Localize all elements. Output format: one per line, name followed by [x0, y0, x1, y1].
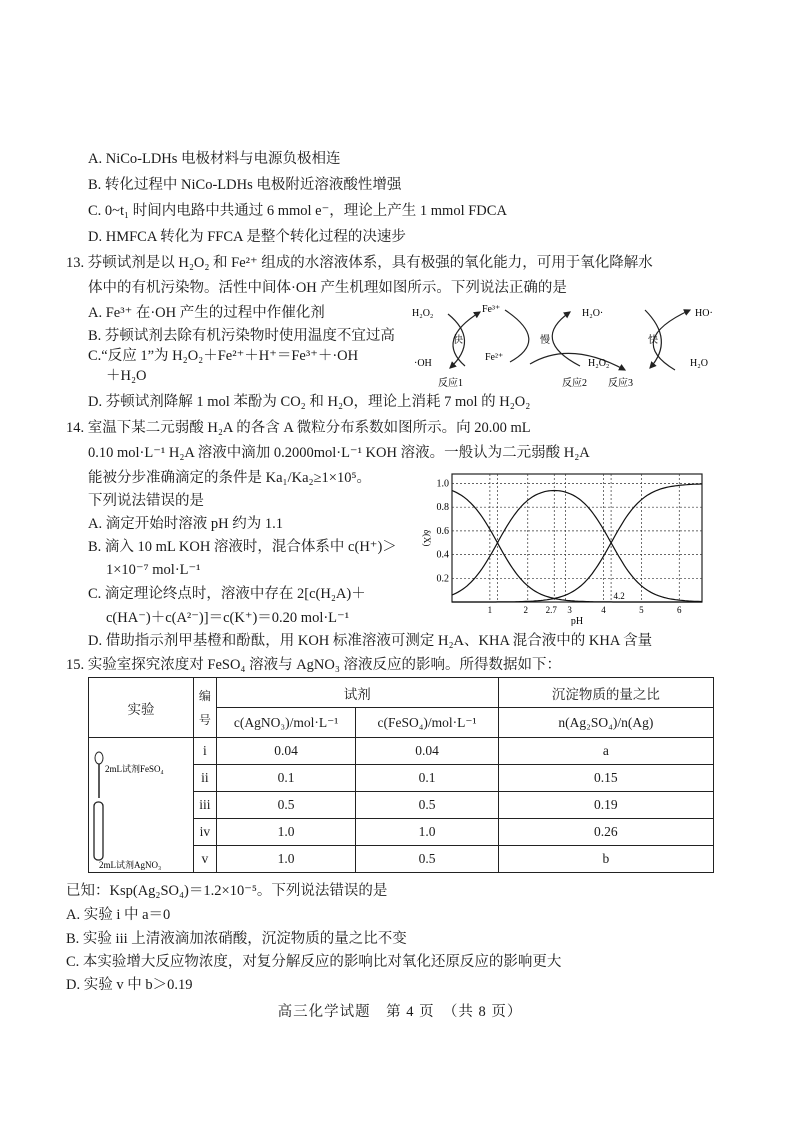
h2o-label: H₂O: [690, 358, 708, 369]
y-tick-label: 0.6: [436, 525, 449, 537]
row-id: iv: [194, 819, 217, 846]
q13-stem-2: 体中的有机污染物。活性中间体·OH 产生机理如图所示。下列说法正确的是: [88, 280, 567, 296]
feso4-value: 0.04: [356, 738, 498, 765]
x-tick-label: 5: [639, 605, 644, 615]
agno3-value: 0.5: [216, 792, 356, 819]
agno3-value: 1.0: [216, 846, 356, 873]
x-tick-label: 4: [601, 605, 606, 615]
q12-option-c: C. 0~t₁ 时间内电路中共通过 6 mmol e⁻，理论上产生 1 mmol FDCA: [88, 203, 507, 219]
reaction-1-label: 反应1: [438, 378, 463, 389]
h2o2-bottom-label: H₂O₂: [588, 358, 610, 369]
plot-frame: [452, 474, 702, 602]
h2o-radical-label: H₂O·: [582, 308, 604, 319]
q14-option-c: C. 滴定理论终点时，溶液中存在 2[c(H₂A)＋: [88, 586, 366, 602]
reaction-3-label: 反应3: [608, 378, 633, 389]
distribution-chart: [418, 468, 714, 626]
ratio-value: 0.15: [498, 765, 713, 792]
row-id: v: [194, 846, 217, 873]
x-tick-label: 6: [677, 605, 682, 615]
q12-option-a: A. NiCo-LDHs 电极材料与电源负极相连: [88, 151, 341, 167]
q15-option-d: D. 实验 v 中 b＞0.19: [66, 977, 193, 993]
q15-known: 已知：Ksp(Ag₂SO₄)＝1.2×10⁻⁵。下列说法错误的是: [66, 883, 388, 899]
y-tick-label: 0.4: [436, 549, 449, 561]
q12-option-b: B. 转化过程中 NiCo-LDHs 电极附近溶液酸性增强: [88, 177, 402, 193]
fast-label-1: 快: [453, 335, 463, 346]
x-tick-label: 1: [487, 605, 493, 615]
feso4-value: 0.5: [356, 792, 498, 819]
agno3-value: 0.04: [216, 738, 356, 765]
q14-option-d: D. 借助指示剂甲基橙和酚酞，用 KOH 标准溶液可测定 H₂A、KHA 混合液中的 KHA 含量: [88, 633, 653, 649]
x-axis-label: pH: [570, 616, 584, 626]
table-row: [89, 738, 714, 765]
experiment-table: [88, 677, 714, 873]
y-axis-label: δ(X): [422, 529, 432, 547]
ratio-value: 0.26: [498, 819, 713, 846]
x-tick-label: 2: [523, 605, 529, 615]
row-id: ii: [194, 765, 217, 792]
oh-radical-label: ·OH: [414, 358, 432, 369]
q12-option-d: D. HMFCA 转化为 FFCA 是整个转化过程的决速步: [88, 229, 406, 245]
agno3-label: 2mL试剂AgNO₃: [99, 860, 162, 870]
q14-stem-2: 0.10 mol·L⁻¹ H₂A 溶液中滴加 0.2000mol·L⁻¹ KOH 溶液。一般认为二元弱酸 H₂A: [88, 445, 590, 461]
header-ratio: n(Ag₂SO₄)/n(Ag): [498, 708, 713, 738]
ratio-value: a: [498, 738, 713, 765]
test-tube-dropper-icon: [89, 740, 193, 870]
ratio-value: 0.19: [498, 792, 713, 819]
header-reagent: 试剂: [216, 678, 498, 708]
feso4-value: 1.0: [356, 819, 498, 846]
agno3-value: 1.0: [216, 819, 356, 846]
y-tick-label: 0.8: [436, 502, 449, 514]
q13-option-d: D. 芬顿试剂降解 1 mol 苯酚为 CO₂ 和 H₂O，理论上消耗 7 mol 的 H₂O₂: [88, 394, 531, 410]
y-tick-label: 0.2: [436, 573, 449, 585]
q13-option-c-cont: ＋H₂O: [106, 368, 147, 384]
slow-label: 慢: [540, 335, 550, 346]
reaction-2-label: 反应2: [562, 378, 587, 389]
feso4-label: 2mL试剂FeSO₄: [105, 764, 164, 774]
q13-stem-1: 13. 芬顿试剂是以 H₂O₂ 和 Fe²⁺ 组成的水溶液体系，具有极强的氧化能力，可用于氧化降解水: [66, 255, 653, 271]
fe2-label: Fe²⁺: [485, 352, 504, 363]
fenton-mechanism-diagram: [410, 300, 730, 392]
feso4-value: 0.1: [356, 765, 498, 792]
feso4-value: 0.5: [356, 846, 498, 873]
row-id: i: [194, 738, 217, 765]
x-tick-label: 3: [567, 605, 572, 615]
q15-option-c: C. 本实验增大反应物浓度，对复分解反应的影响比对氧化还原反应的影响更大: [66, 954, 562, 970]
fast-label-2: 快: [648, 335, 658, 346]
header-agno3: c(AgNO₃)/mol·L⁻¹: [216, 708, 356, 738]
series-line-3: [452, 484, 702, 602]
header-feso4: c(FeSO₄)/mol·L⁻¹: [356, 708, 498, 738]
header-number: 编号: [194, 678, 217, 738]
q14-stem-3: 能被分步准确滴定的条件是 Ka₁/Ka₂≥1×10⁵。: [88, 470, 372, 486]
annotation-label: 4.2: [613, 591, 625, 601]
q14-stem-1: 14. 室温下某二元弱酸 H₂A 的各含 A 微粒分布系数如图所示。向 20.00 mL: [66, 420, 531, 436]
ratio-value: b: [498, 846, 713, 873]
q13-option-b: B. 芬顿试剂去除有机污染物时使用温度不宜过高: [88, 328, 395, 344]
h2o2-label: H₂O₂: [412, 308, 434, 319]
fe3-label: Fe³⁺: [482, 304, 501, 315]
q15-option-b: B. 实验 iii 上清液滴加浓硝酸，沉淀物质的量之比不变: [66, 931, 407, 947]
x-tick-label: 2.7: [545, 605, 557, 615]
ho-radical-label: HO·: [695, 308, 713, 319]
q14-option-a: A. 滴定开始时溶液 pH 约为 1.1: [88, 516, 283, 532]
y-tick-label: 1.0: [436, 478, 449, 490]
q15-stem: 15. 实验室探究浓度对 FeSO₄ 溶液与 AgNO₃ 溶液反应的影响。所得数据如下：: [66, 657, 562, 673]
page-footer: 高三化学试题 第 4 页 （共 8 页）: [277, 1004, 523, 1020]
q13-option-c: C.“反应 1”为 H₂O₂＋Fe²⁺＋H⁺＝Fe³⁺＋·OH: [88, 348, 359, 364]
q14-option-b: B. 滴入 10 mL KOH 溶液时，混合体系中 c(H⁺)＞: [88, 539, 397, 555]
q14-option-b-cont: 1×10⁻⁷ mol·L⁻¹: [106, 562, 201, 578]
q14-stem-4: 下列说法错误的是: [88, 493, 204, 509]
q15-option-a: A. 实验 i 中 a＝0: [66, 907, 171, 923]
header-experiment: 实验: [89, 678, 194, 738]
apparatus-cell: [89, 738, 194, 873]
row-id: iii: [194, 792, 217, 819]
q13-option-a: A. Fe³⁺ 在·OH 产生的过程中作催化剂: [88, 305, 325, 321]
q14-option-c-cont: c(HA⁻)＋c(A²⁻)]＝c(K⁺)＝0.20 mol·L⁻¹: [106, 610, 350, 626]
agno3-value: 0.1: [216, 765, 356, 792]
header-ratio-top: 沉淀物质的量之比: [498, 678, 713, 708]
